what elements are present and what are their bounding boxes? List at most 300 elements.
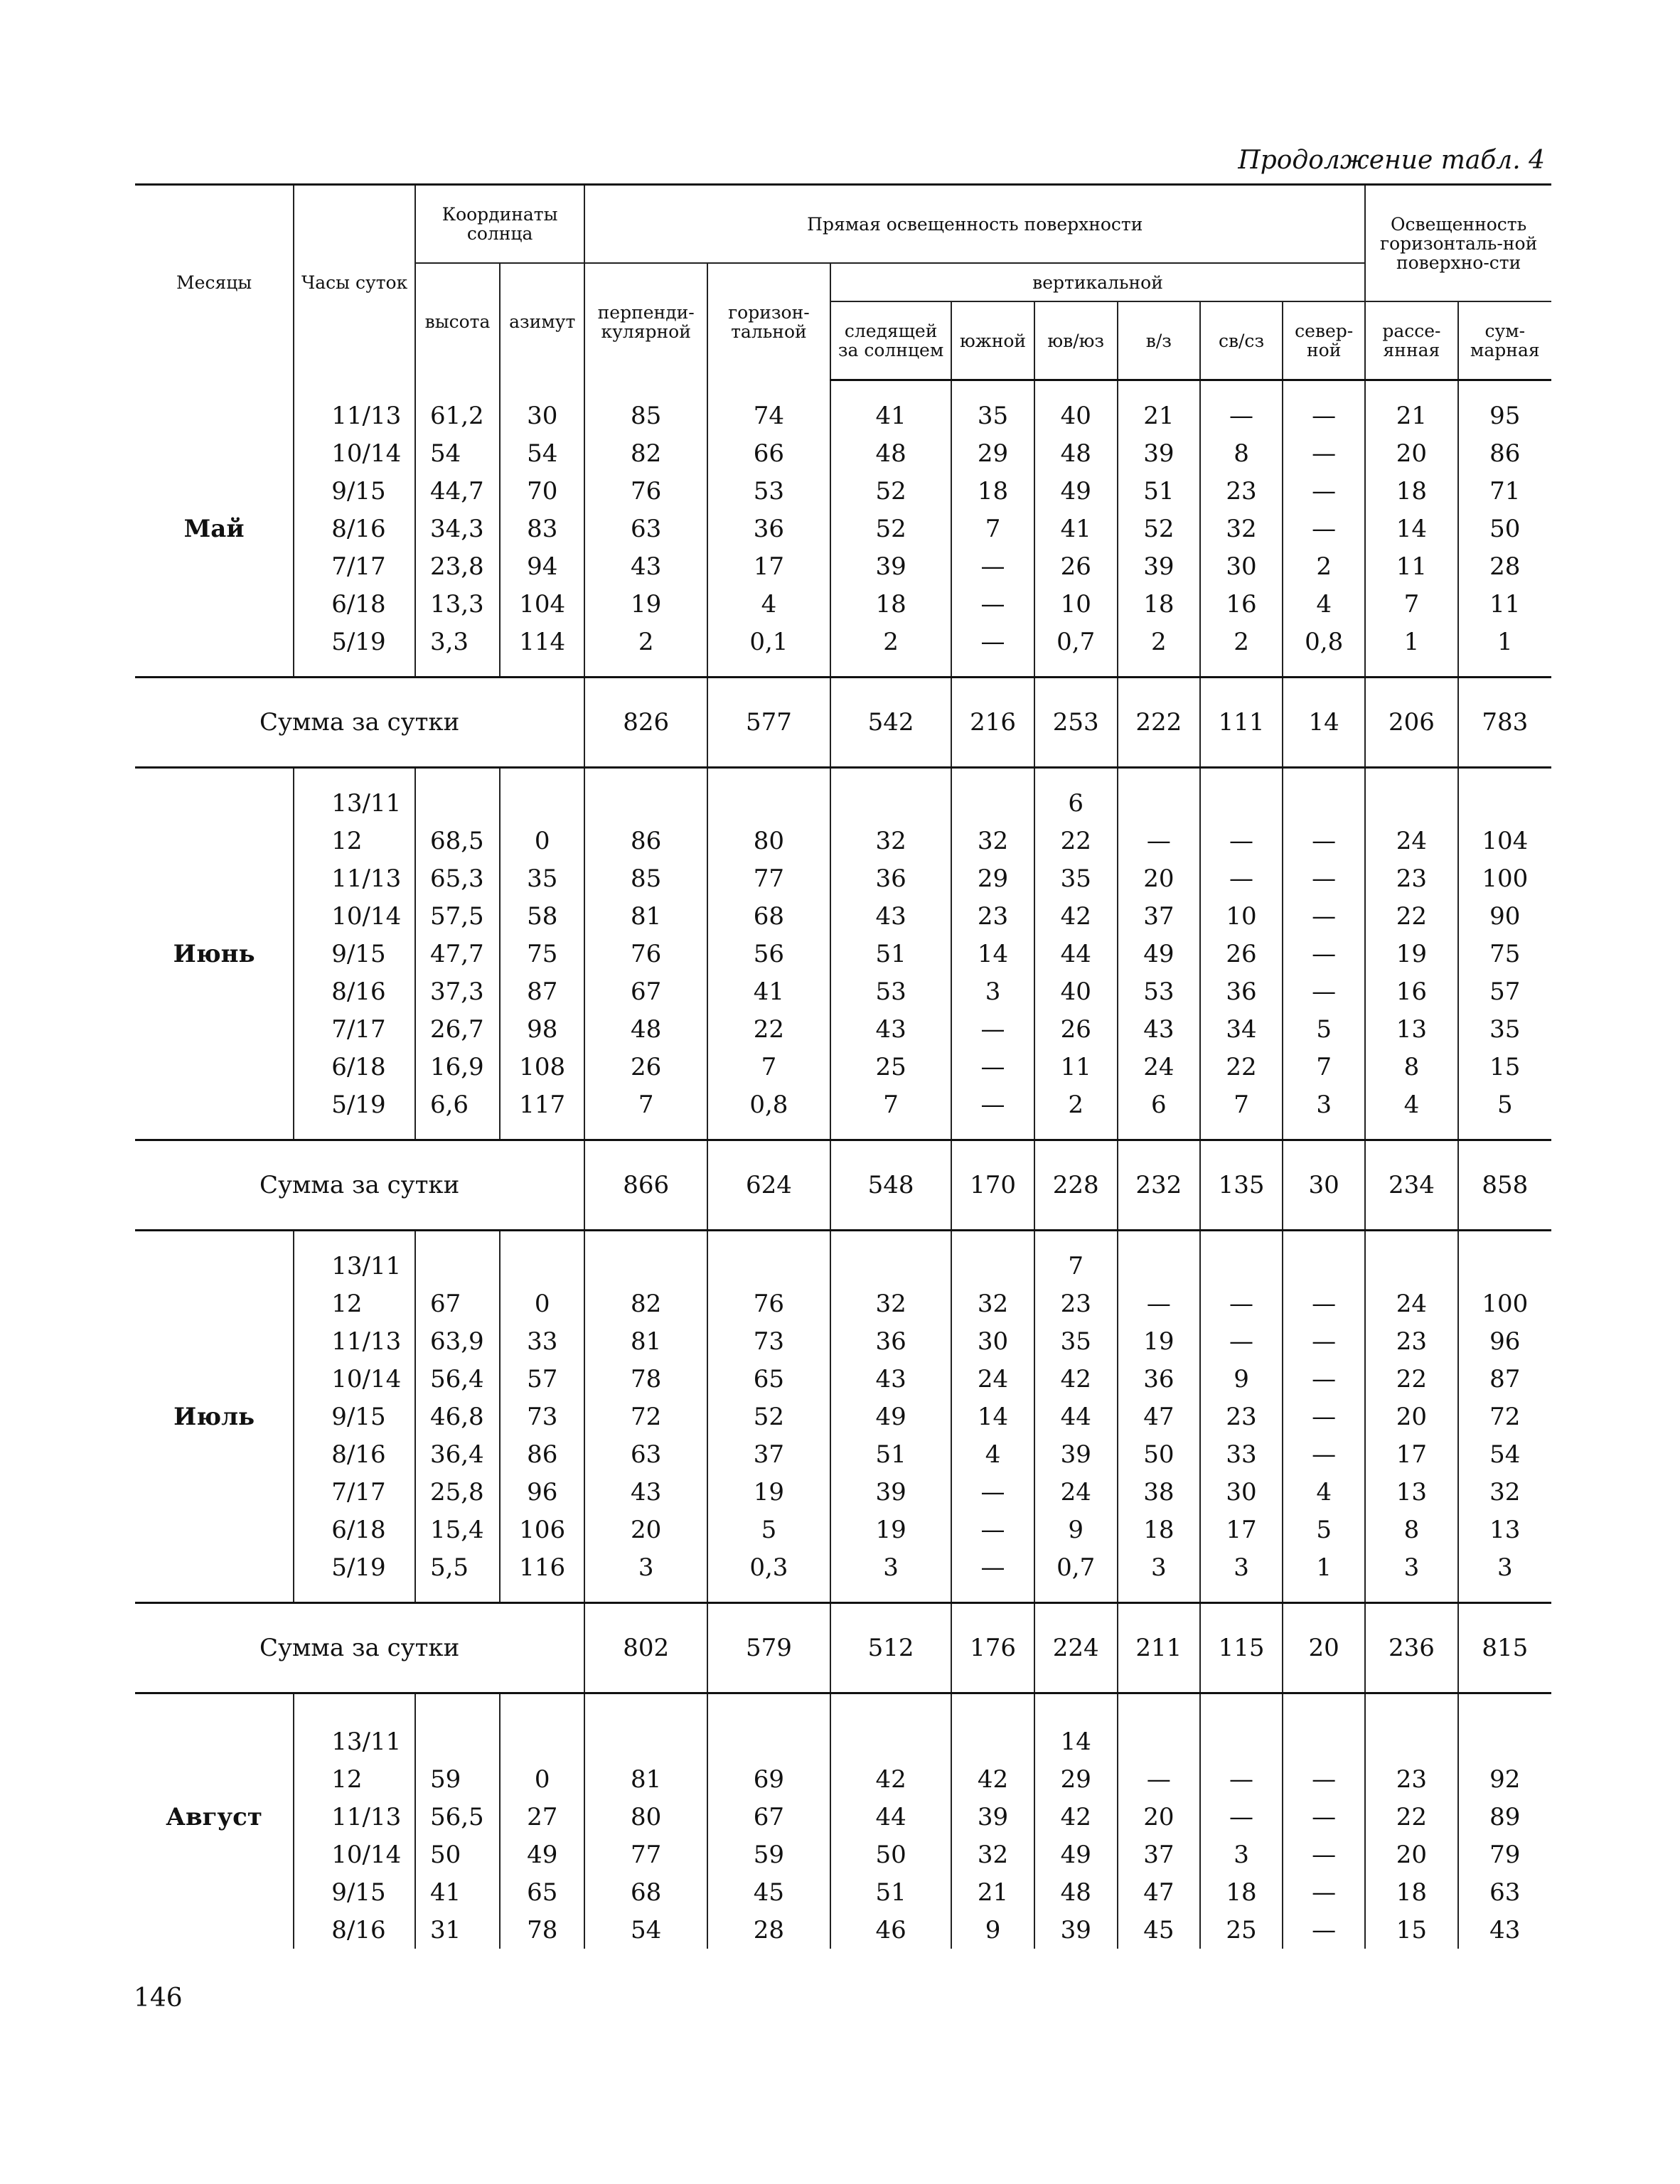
data-cell: 2 (1118, 623, 1200, 660)
table-row (135, 860, 1551, 897)
data-cell: 39 (1118, 434, 1200, 472)
spacer-cell (294, 1231, 415, 1248)
data-cell: 4 (1283, 585, 1365, 623)
data-cell: 2 (584, 623, 707, 660)
data-cell: 36 (830, 860, 952, 897)
data-cell: 48 (1034, 434, 1118, 472)
data-cell: 4 (951, 1435, 1034, 1473)
data-cell: 5 (1458, 1086, 1551, 1123)
spacer-cell (1283, 1231, 1365, 1248)
data-cell: 16 (1200, 585, 1283, 623)
spacer-cell (951, 1693, 1034, 1723)
spacer-cell (500, 1586, 584, 1603)
data-cell: 42 (1034, 1798, 1118, 1836)
data-cell: 48 (1034, 1873, 1118, 1911)
data-cell: 38 (1118, 1473, 1200, 1511)
data-cell: 22 (1034, 822, 1118, 860)
spacer-cell (1034, 380, 1118, 397)
table-row (135, 784, 1551, 822)
data-cell: — (951, 1010, 1034, 1048)
sum-cell: 236 (1365, 1603, 1457, 1693)
data-cell (415, 784, 500, 822)
data-cell: 39 (1034, 1911, 1118, 1949)
sum-cell: 216 (951, 678, 1034, 768)
data-cell: 21 (1365, 397, 1457, 434)
data-cell: 96 (1458, 1322, 1551, 1360)
data-cell: 36 (830, 1322, 952, 1360)
data-cell: 10 (1034, 585, 1118, 623)
spacer-cell (1458, 1231, 1551, 1248)
spacer-row (135, 1693, 1551, 1723)
data-cell: 40 (1034, 397, 1118, 434)
sum-cell: 826 (584, 678, 707, 768)
data-cell (415, 1723, 500, 1760)
table-row (135, 472, 1551, 510)
hours-cell: 13/11 (294, 1247, 415, 1285)
data-cell: 23,8 (415, 547, 500, 585)
data-cell: 47,7 (415, 935, 500, 973)
data-cell: 92 (1458, 1760, 1551, 1798)
data-cell: 68 (584, 1873, 707, 1911)
data-cell: 17 (707, 547, 830, 585)
spacer-row (135, 1586, 1551, 1603)
data-cell: — (1283, 935, 1365, 973)
data-cell: 13 (1365, 1010, 1457, 1048)
data-cell: 75 (500, 935, 584, 973)
data-cell: 85 (584, 397, 707, 434)
data-cell: 65,3 (415, 860, 500, 897)
data-cell: 23 (1365, 1760, 1457, 1798)
data-cell: 3 (1365, 1548, 1457, 1586)
data-cell: 22 (1200, 1048, 1283, 1086)
data-cell: 3 (584, 1548, 707, 1586)
data-cell: 87 (1458, 1360, 1551, 1398)
data-cell: 23 (1200, 1398, 1283, 1435)
hours-cell: 12 (294, 1760, 415, 1798)
spacer-cell (1365, 768, 1457, 785)
table-row (135, 1511, 1551, 1548)
header-vertical: вертикальной (830, 263, 1366, 301)
data-cell: 63 (584, 510, 707, 547)
data-cell: 5 (1283, 1010, 1365, 1048)
data-cell: 24 (1118, 1048, 1200, 1086)
hours-cell: 8/16 (294, 510, 415, 547)
data-cell: 13,3 (415, 585, 500, 623)
data-cell: 34,3 (415, 510, 500, 547)
spacer-cell (1283, 1586, 1365, 1603)
data-cell: — (1283, 434, 1365, 472)
spacer-row (135, 380, 1551, 397)
header-ew: в/з (1118, 301, 1200, 380)
data-cell: 4 (1283, 1473, 1365, 1511)
month-cell (135, 1247, 294, 1285)
data-cell: 65 (500, 1873, 584, 1911)
data-cell: 7 (1365, 585, 1457, 623)
hours-cell: 9/15 (294, 472, 415, 510)
spacer-cell (830, 1586, 952, 1603)
data-cell (1458, 784, 1551, 822)
data-cell: — (1283, 1836, 1365, 1873)
header-coords: Координаты солнца (415, 185, 584, 264)
month-cell (135, 1010, 294, 1048)
spacer-cell (707, 768, 830, 785)
hours-cell: 9/15 (294, 1398, 415, 1435)
spacer-cell (1283, 1123, 1365, 1140)
data-cell: 3,3 (415, 623, 500, 660)
data-cell: 59 (707, 1836, 830, 1873)
data-cell: 9 (1034, 1511, 1118, 1548)
sum-label: Сумма за сутки (135, 678, 584, 768)
data-cell: 56,5 (415, 1798, 500, 1836)
data-cell: 10 (1200, 897, 1283, 935)
data-cell (1283, 1723, 1365, 1760)
data-cell: 100 (1458, 860, 1551, 897)
spacer-cell (830, 660, 952, 678)
data-cell: 42 (830, 1760, 952, 1798)
data-cell: 14 (1365, 510, 1457, 547)
data-cell: 2 (1283, 547, 1365, 585)
data-cell: 42 (1034, 897, 1118, 935)
table-row (135, 935, 1551, 973)
header-tracking: следящей за солнцем (830, 301, 952, 380)
data-cell: 35 (1458, 1010, 1551, 1048)
data-cell: 65 (707, 1360, 830, 1398)
data-cell: 26,7 (415, 1010, 500, 1048)
spacer-cell (1200, 1693, 1283, 1723)
spacer-cell (584, 1231, 707, 1248)
data-cell: 53 (707, 472, 830, 510)
data-cell: 75 (1458, 935, 1551, 973)
spacer-cell (415, 1123, 500, 1140)
spacer-cell (500, 660, 584, 678)
data-cell: 14 (951, 1398, 1034, 1435)
data-cell: — (1283, 510, 1365, 547)
table-row (135, 623, 1551, 660)
data-cell: 36 (1118, 1360, 1200, 1398)
spacer-cell (294, 1123, 415, 1140)
data-cell: 78 (584, 1360, 707, 1398)
data-cell: 19 (1365, 935, 1457, 973)
data-cell: 3 (1200, 1548, 1283, 1586)
data-cell: 48 (830, 434, 952, 472)
data-cell: 52 (830, 510, 952, 547)
sum-cell: 176 (951, 1603, 1034, 1693)
sum-cell: 512 (830, 1603, 952, 1693)
sum-label: Сумма за сутки (135, 1603, 584, 1693)
data-cell: 0,7 (1034, 623, 1118, 660)
table-caption: Продолжение табл. 4 (1238, 146, 1545, 175)
data-cell: 8 (1365, 1511, 1457, 1548)
hours-cell: 12 (294, 1285, 415, 1322)
sum-cell: 815 (1458, 1603, 1551, 1693)
data-cell: 43 (1118, 1010, 1200, 1048)
hours-cell: 9/15 (294, 1873, 415, 1911)
spacer-cell (1034, 768, 1118, 785)
spacer-cell (1365, 1123, 1457, 1140)
data-cell: 68,5 (415, 822, 500, 860)
month-label: Август (166, 1802, 262, 1831)
data-cell: — (1118, 1285, 1200, 1322)
spacer-cell (294, 380, 415, 397)
month-label: Май (183, 514, 245, 543)
month-cell (135, 397, 294, 434)
table-row (135, 510, 1551, 547)
month-cell (135, 860, 294, 897)
data-cell: 56 (707, 935, 830, 973)
data-cell: 24 (1365, 1285, 1457, 1322)
spacer-cell (135, 660, 294, 678)
month-cell (135, 1360, 294, 1398)
data-cell: — (1200, 1798, 1283, 1836)
table-row (135, 434, 1551, 472)
data-cell: 57 (500, 1360, 584, 1398)
data-cell: 49 (830, 1398, 952, 1435)
data-cell: 28 (707, 1911, 830, 1949)
data-cell: 26 (584, 1048, 707, 1086)
table-row (135, 1836, 1551, 1873)
data-cell: 29 (951, 434, 1034, 472)
header-horiz-illum: Освещенность горизонталь-ной поверхно-сти (1365, 185, 1551, 302)
month-cell (135, 434, 294, 472)
data-cell: 30 (1200, 1473, 1283, 1511)
data-cell: 40 (1034, 973, 1118, 1010)
header-height: высота (415, 263, 500, 380)
data-cell: 43 (584, 547, 707, 585)
spacer-cell (1458, 380, 1551, 397)
hours-cell: 10/14 (294, 1836, 415, 1873)
sum-cell: 224 (1034, 1603, 1118, 1693)
spacer-cell (1365, 660, 1457, 678)
sum-cell: 253 (1034, 678, 1118, 768)
data-cell: 50 (1118, 1435, 1200, 1473)
spacer-row (135, 1231, 1551, 1248)
spacer-cell (1200, 1123, 1283, 1140)
data-cell: 50 (830, 1836, 952, 1873)
sum-cell: 548 (830, 1140, 952, 1231)
data-cell: 24 (1034, 1473, 1118, 1511)
data-cell (951, 1723, 1034, 1760)
data-cell: 35 (951, 397, 1034, 434)
spacer-cell (500, 1123, 584, 1140)
month-cell (135, 585, 294, 623)
hours-cell: 13/11 (294, 784, 415, 822)
data-cell (1118, 784, 1200, 822)
hours-cell: 7/17 (294, 1010, 415, 1048)
data-cell (1365, 784, 1457, 822)
data-cell: 80 (707, 822, 830, 860)
data-cell: 11 (1034, 1048, 1118, 1086)
spacer-row (135, 660, 1551, 678)
spacer-cell (1283, 1693, 1365, 1723)
spacer-cell (584, 768, 707, 785)
table-row (135, 1398, 1551, 1435)
data-cell: — (951, 623, 1034, 660)
data-cell (584, 784, 707, 822)
data-cell (1283, 1247, 1365, 1285)
data-cell: 16,9 (415, 1048, 500, 1086)
spacer-cell (951, 380, 1034, 397)
hours-cell: 10/14 (294, 897, 415, 935)
data-cell: 6 (1118, 1086, 1200, 1123)
data-cell: — (1200, 860, 1283, 897)
data-cell: 36,4 (415, 1435, 500, 1473)
data-cell (1365, 1723, 1457, 1760)
data-cell: — (951, 585, 1034, 623)
spacer-cell (951, 660, 1034, 678)
sum-row (135, 678, 1551, 768)
data-cell: 63,9 (415, 1322, 500, 1360)
data-cell: 80 (584, 1798, 707, 1836)
spacer-cell (1118, 1693, 1200, 1723)
data-cell: 32 (830, 822, 952, 860)
data-cell: 39 (1034, 1435, 1118, 1473)
data-cell: 74 (707, 397, 830, 434)
data-cell: 63 (1458, 1873, 1551, 1911)
data-cell: 29 (951, 860, 1034, 897)
hours-cell: 6/18 (294, 585, 415, 623)
table-row (135, 1911, 1551, 1949)
month-cell (135, 1911, 294, 1949)
data-cell: — (951, 1548, 1034, 1586)
data-cell: 57 (1458, 973, 1551, 1010)
data-cell: 90 (1458, 897, 1551, 935)
data-cell: 41 (1034, 510, 1118, 547)
data-cell: 79 (1458, 1836, 1551, 1873)
data-cell: 41 (707, 973, 830, 1010)
data-cell: 21 (1118, 397, 1200, 434)
data-cell: 18 (1118, 585, 1200, 623)
month-cell (135, 1723, 294, 1760)
data-cell: 5 (707, 1511, 830, 1548)
data-cell: 5,5 (415, 1548, 500, 1586)
header-nenw: св/сз (1200, 301, 1283, 380)
hours-cell: 6/18 (294, 1511, 415, 1548)
month-cell (135, 784, 294, 822)
data-cell (707, 784, 830, 822)
table-row (135, 1285, 1551, 1322)
month-cell (135, 822, 294, 860)
spacer-cell (584, 1586, 707, 1603)
data-cell: 44 (1034, 935, 1118, 973)
data-cell: 35 (1034, 860, 1118, 897)
month-cell (135, 1473, 294, 1511)
data-cell: 20 (1118, 1798, 1200, 1836)
data-cell: 11 (1365, 547, 1457, 585)
spacer-cell (951, 1231, 1034, 1248)
data-cell: — (1283, 1873, 1365, 1911)
table-row (135, 1473, 1551, 1511)
data-cell: 7 (1283, 1048, 1365, 1086)
data-cell: 30 (1200, 547, 1283, 585)
data-cell: 18 (1118, 1511, 1200, 1548)
header-azimuth: азимут (500, 263, 584, 380)
data-cell: 46 (830, 1911, 952, 1949)
data-cell: 3 (1200, 1836, 1283, 1873)
data-cell: 9 (951, 1911, 1034, 1949)
data-cell (1283, 784, 1365, 822)
spacer-cell (1283, 380, 1365, 397)
data-cell: 57,5 (415, 897, 500, 935)
spacer-row (135, 768, 1551, 785)
sum-cell: 211 (1118, 1603, 1200, 1693)
sum-cell: 234 (1365, 1140, 1457, 1231)
table-row (135, 897, 1551, 935)
spacer-cell (707, 1231, 830, 1248)
table-row (135, 1435, 1551, 1473)
data-cell: — (1283, 1322, 1365, 1360)
data-cell: 61,2 (415, 397, 500, 434)
spacer-cell (1200, 768, 1283, 785)
data-cell: 20 (1365, 434, 1457, 472)
data-cell: 70 (500, 472, 584, 510)
spacer-cell (1458, 1586, 1551, 1603)
data-cell: — (1200, 1285, 1283, 1322)
data-cell: 39 (830, 547, 952, 585)
hours-cell: 11/13 (294, 860, 415, 897)
spacer-cell (584, 1123, 707, 1140)
data-cell: 43 (830, 1010, 952, 1048)
data-cell: 26 (1034, 547, 1118, 585)
data-cell: 81 (584, 1760, 707, 1798)
hours-cell: 8/16 (294, 1435, 415, 1473)
spacer-cell (830, 1231, 952, 1248)
data-cell: 68 (707, 897, 830, 935)
data-cell: 50 (415, 1836, 500, 1873)
month-cell (135, 1285, 294, 1322)
table-row (135, 1086, 1551, 1123)
data-cell: — (1283, 1760, 1365, 1798)
spacer-cell (584, 660, 707, 678)
spacer-cell (500, 1693, 584, 1723)
data-cell: 32 (1458, 1473, 1551, 1511)
sum-cell: 206 (1365, 678, 1457, 768)
data-cell: 27 (500, 1798, 584, 1836)
data-cell: 19 (1118, 1322, 1200, 1360)
data-cell: 54 (500, 434, 584, 472)
data-cell: 18 (1365, 1873, 1457, 1911)
spacer-cell (707, 1123, 830, 1140)
spacer-cell (1458, 660, 1551, 678)
spacer-row (135, 1123, 1551, 1140)
data-cell: 20 (1365, 1836, 1457, 1873)
data-cell: — (951, 547, 1034, 585)
data-cell: — (951, 1473, 1034, 1511)
data-cell: 69 (707, 1760, 830, 1798)
data-cell: 16 (1365, 973, 1457, 1010)
data-cell: 28 (1458, 547, 1551, 585)
spacer-cell (830, 1123, 952, 1140)
spacer-cell (135, 1693, 294, 1723)
data-cell: 11 (1458, 585, 1551, 623)
data-cell: 23 (1200, 472, 1283, 510)
data-cell: 26 (1034, 1010, 1118, 1048)
header-hours: Часы суток (294, 185, 415, 380)
spacer-cell (1118, 1123, 1200, 1140)
data-cell: 1 (1283, 1548, 1365, 1586)
data-cell: 49 (1034, 1836, 1118, 1873)
data-cell: 73 (500, 1398, 584, 1435)
data-cell: 85 (584, 860, 707, 897)
data-cell: — (951, 1048, 1034, 1086)
data-cell: 81 (584, 897, 707, 935)
data-cell: 0 (500, 822, 584, 860)
data-cell: — (1283, 973, 1365, 1010)
data-cell: 49 (1034, 472, 1118, 510)
data-cell: 8 (1200, 434, 1283, 472)
data-cell: 47 (1118, 1873, 1200, 1911)
data-cell: 108 (500, 1048, 584, 1086)
header-diffuse: рассе-янная (1365, 301, 1457, 380)
